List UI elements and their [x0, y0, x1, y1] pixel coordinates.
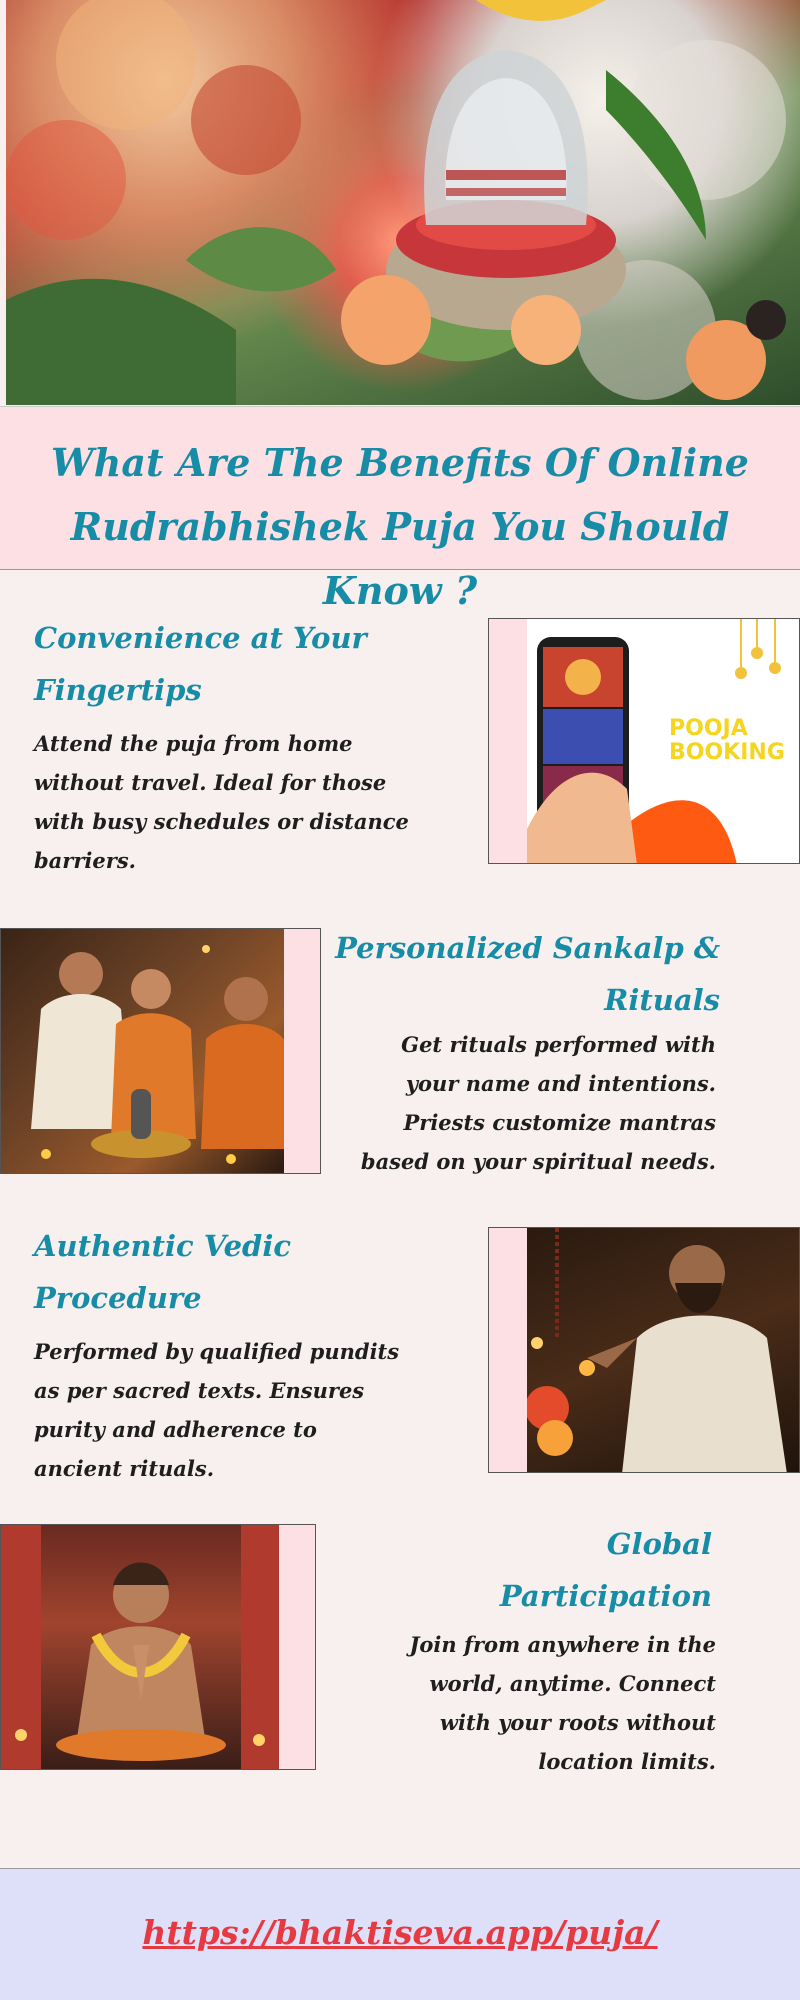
section-personalized-text: Get rituals performed with your name and intentions. Priests customize mantras based on your spiritual needs. [360, 1032, 716, 1174]
pooja-booking-image [527, 619, 800, 863]
section-global-text: Join from anywhere in the world, anytime. Connect with your roots without location limits. [409, 1632, 716, 1774]
page-title-line1: What Are The Benefits Of Online [51, 440, 749, 485]
section-global-title: Global Participation [499, 1527, 712, 1613]
hero-image-shivling [6, 0, 800, 405]
bhaktiseva-link[interactable]: https://bhaktiseva.app/puja/ [142, 1913, 658, 1952]
shivling-illustration [6, 0, 800, 405]
section-vedic-title: Authentic Vedic Procedure [34, 1229, 292, 1315]
section-personalized-image [0, 928, 321, 1174]
section-convenience-text: Attend the puja from home without travel. Ideal for those with busy schedules or distance barriers. [34, 731, 409, 873]
section-convenience-image [488, 618, 800, 864]
section-vedic-text: Performed by qualified pundits as per sacred texts. Ensures purity and adherence to ancient rituals. [34, 1339, 400, 1481]
pundit-aarti-illustration [527, 1228, 800, 1473]
devotee-praying-illustration [1, 1525, 279, 1770]
pundit-aarti-photo [527, 1228, 800, 1472]
page-title-line2: Rudrabhishek Puja You Should Know ? [70, 504, 730, 613]
title-band [0, 406, 800, 613]
section-convenience-title: Convenience at Your Fingertips [34, 621, 367, 707]
page-title [40, 431, 760, 623]
section-vedic-image [488, 1227, 800, 1473]
section-personalized-title: Personalized Sankalp & Rituals [335, 931, 720, 1017]
section-global-image [0, 1524, 316, 1770]
devotee-praying-photo [1, 1525, 279, 1769]
family-puja-photo [1, 929, 284, 1173]
family-puja-illustration [1, 929, 284, 1174]
pooja-booking-badge: POOJA BOOKING [669, 716, 785, 765]
footer [0, 1868, 800, 2000]
